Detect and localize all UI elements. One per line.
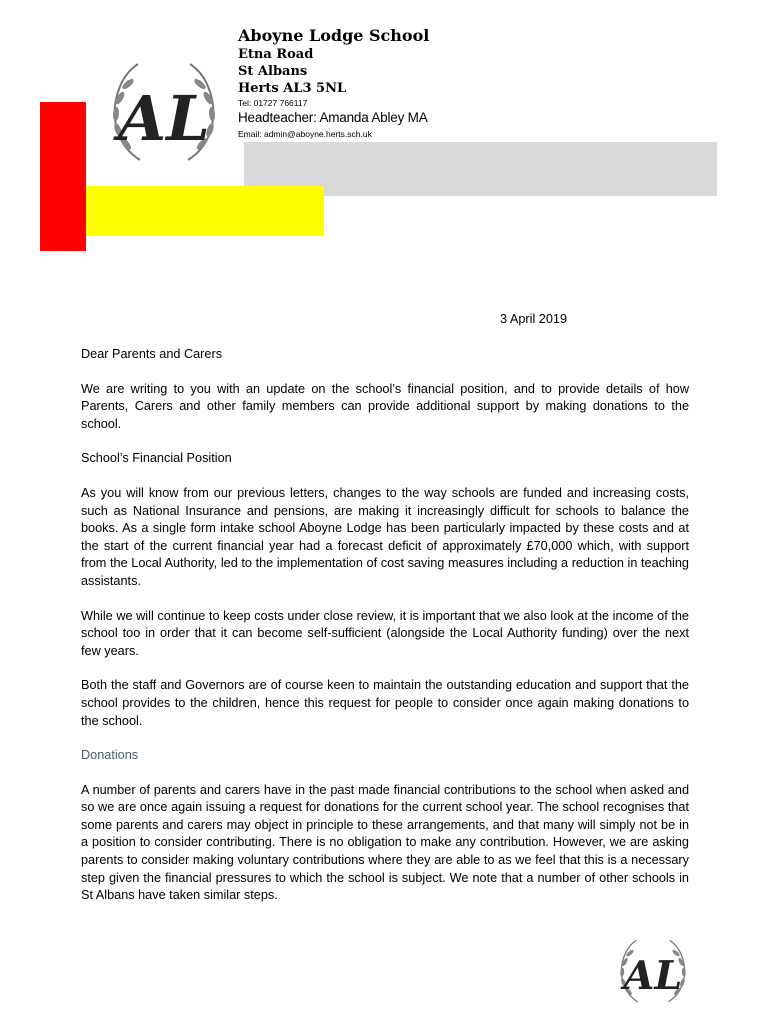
paragraph-financial-1: As you will know from our previous letters, changes to the way schools are funded and increasing costs, such as National Insurance and pensions, are making it increasingly difficult for schools to balance the books. As a single form intake school Aboyne Lodge has been particularly impacted by these costs and at the start of the current financial year had a forecast deficit of approximately £70,000 which, with support from the Local Authority, led to the implementation of cost saving measures including a reduction in teaching assistants. [81, 485, 689, 588]
paragraph-donations: A number of parents and carers have in the past made financial contributions to the school when asked and so we are once again issuing a request for donations for the current school year. The school recognises that some parents and carers may object in principle to these arrangements, and that many will simply not be in a position to consider contributing. There is no obligation to make any contribution. However, we are asking parents to consider making voluntary contributions where they are able to as we feel that this is a necessary step given the financial pressures to which the school is subject. We note that a number of other schools in St Albans have taken similar steps. [81, 782, 689, 903]
salutation: Dear Parents and Carers [81, 347, 223, 361]
yellow-decorative-bar [86, 186, 324, 236]
school-name: Aboyne Lodge School [238, 26, 430, 45]
address-line-3: Herts AL3 5NL [238, 81, 347, 96]
svg-text:AL: AL [623, 952, 683, 999]
address-line-2: St Albans [238, 64, 308, 79]
section-heading-donations: Donations [81, 748, 139, 763]
school-logo-footer-icon [612, 930, 694, 1012]
red-decorative-bar [40, 102, 86, 251]
svg-text:AL: AL [118, 82, 210, 155]
email: Email: admin@aboyne.herts.sch.uk [238, 129, 372, 139]
intro-paragraph: We are writing to you with an update on the school’s financial position, and to provide details of how Parents, Carers and other family members can provide additional support by making donations to the school. [81, 381, 689, 431]
telephone: Tel: 01727 766117 [238, 98, 308, 108]
address-line-1: Etna Road [238, 47, 314, 62]
headteacher: Headteacher: Amanda Abley MA [238, 110, 428, 125]
paragraph-financial-3: Both the staff and Governors are of course keen to maintain the outstanding education and support that the school provides to the children, hence this request for people to consider once again making donations to the school. [81, 678, 689, 728]
letter-body [81, 346, 689, 905]
section-heading-financial: School’s Financial Position [81, 451, 232, 466]
paragraph-financial-2: While we will continue to keep costs under close review, it is important that we also look at the income of the school too in order that it can become self-sufficient (alongside the Local Authority funding) over the next few years. [81, 608, 689, 658]
letter-date: 3 April 2019 [500, 312, 568, 326]
letterhead [238, 26, 429, 139]
school-logo-icon [100, 48, 228, 176]
